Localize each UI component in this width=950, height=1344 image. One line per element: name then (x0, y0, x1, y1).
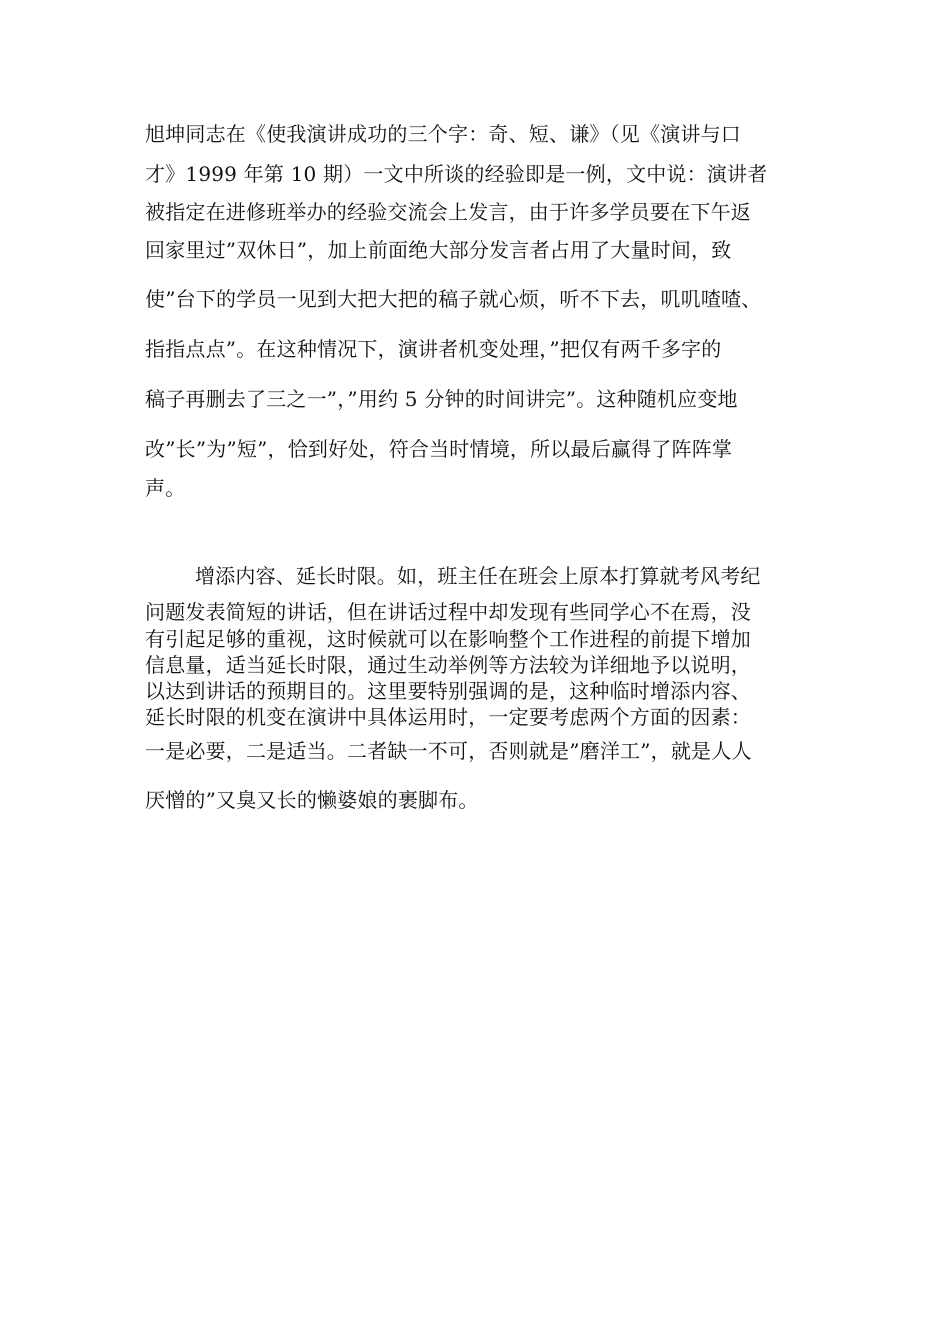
paragraph-2-line: 增添内容、延长时限。如，班主任在班会上原本打算就考风考纪 (195, 564, 761, 588)
paragraph-1-line: 声。 (145, 476, 186, 500)
paragraph-2-line: 一是必要，二是适当。二者缺一不可，否则就是”磨洋工”，就是人人 (145, 739, 752, 763)
paragraph-2-line: 信息量，适当延长时限，通过生动举例等方法较为详细地予以说明， (145, 653, 751, 677)
paragraph-1-line: 才》1999 年第 10 期）一文中所谈的经验即是一例，文中说：演讲者 (145, 162, 768, 186)
paragraph-1-line: 指指点点”。在这种情况下，演讲者机变处理，”把仅有两千多字的 (145, 337, 722, 361)
paragraph-1-line: 稿子再删去了三之一”，”用约 5 分钟的时间讲完”。这种随机应变地 (145, 387, 738, 411)
paragraph-2-line: 延长时限的机变在演讲中具体运用时，一定要考虑两个方面的因素： (145, 705, 751, 729)
paragraph-2-line: 问题发表简短的讲话，但在讲话过程中却发现有些同学心不在焉，没 (145, 600, 751, 624)
paragraph-1-line: 被指定在进修班举办的经验交流会上发言，由于许多学员要在下午返 (145, 200, 751, 224)
paragraph-1-line: 使”台下的学员一见到大把大把的稿子就心烦，听不下去，叽叽喳喳、 (145, 287, 762, 311)
paragraph-2-line: 厌憎的”又臭又长的懒婆娘的裹脚布。 (145, 788, 479, 812)
paragraph-2-line: 有引起足够的重视，这时候就可以在影响整个工作进程的前提下增加 (145, 627, 751, 651)
paragraph-1-line: 旭坤同志在《使我演讲成功的三个字：奇、短、谦》（见《演讲与口 (145, 122, 741, 146)
paragraph-2-line: 以达到讲话的预期目的。这里要特别强调的是，这种临时增添内容、 (145, 679, 751, 703)
paragraph-1-line: 改”长”为”短”，恰到好处，符合当时情境，所以最后赢得了阵阵掌 (145, 437, 733, 461)
paragraph-1-line: 回家里过”双休日”，加上前面绝大部分发言者占用了大量时间，致 (145, 238, 732, 262)
